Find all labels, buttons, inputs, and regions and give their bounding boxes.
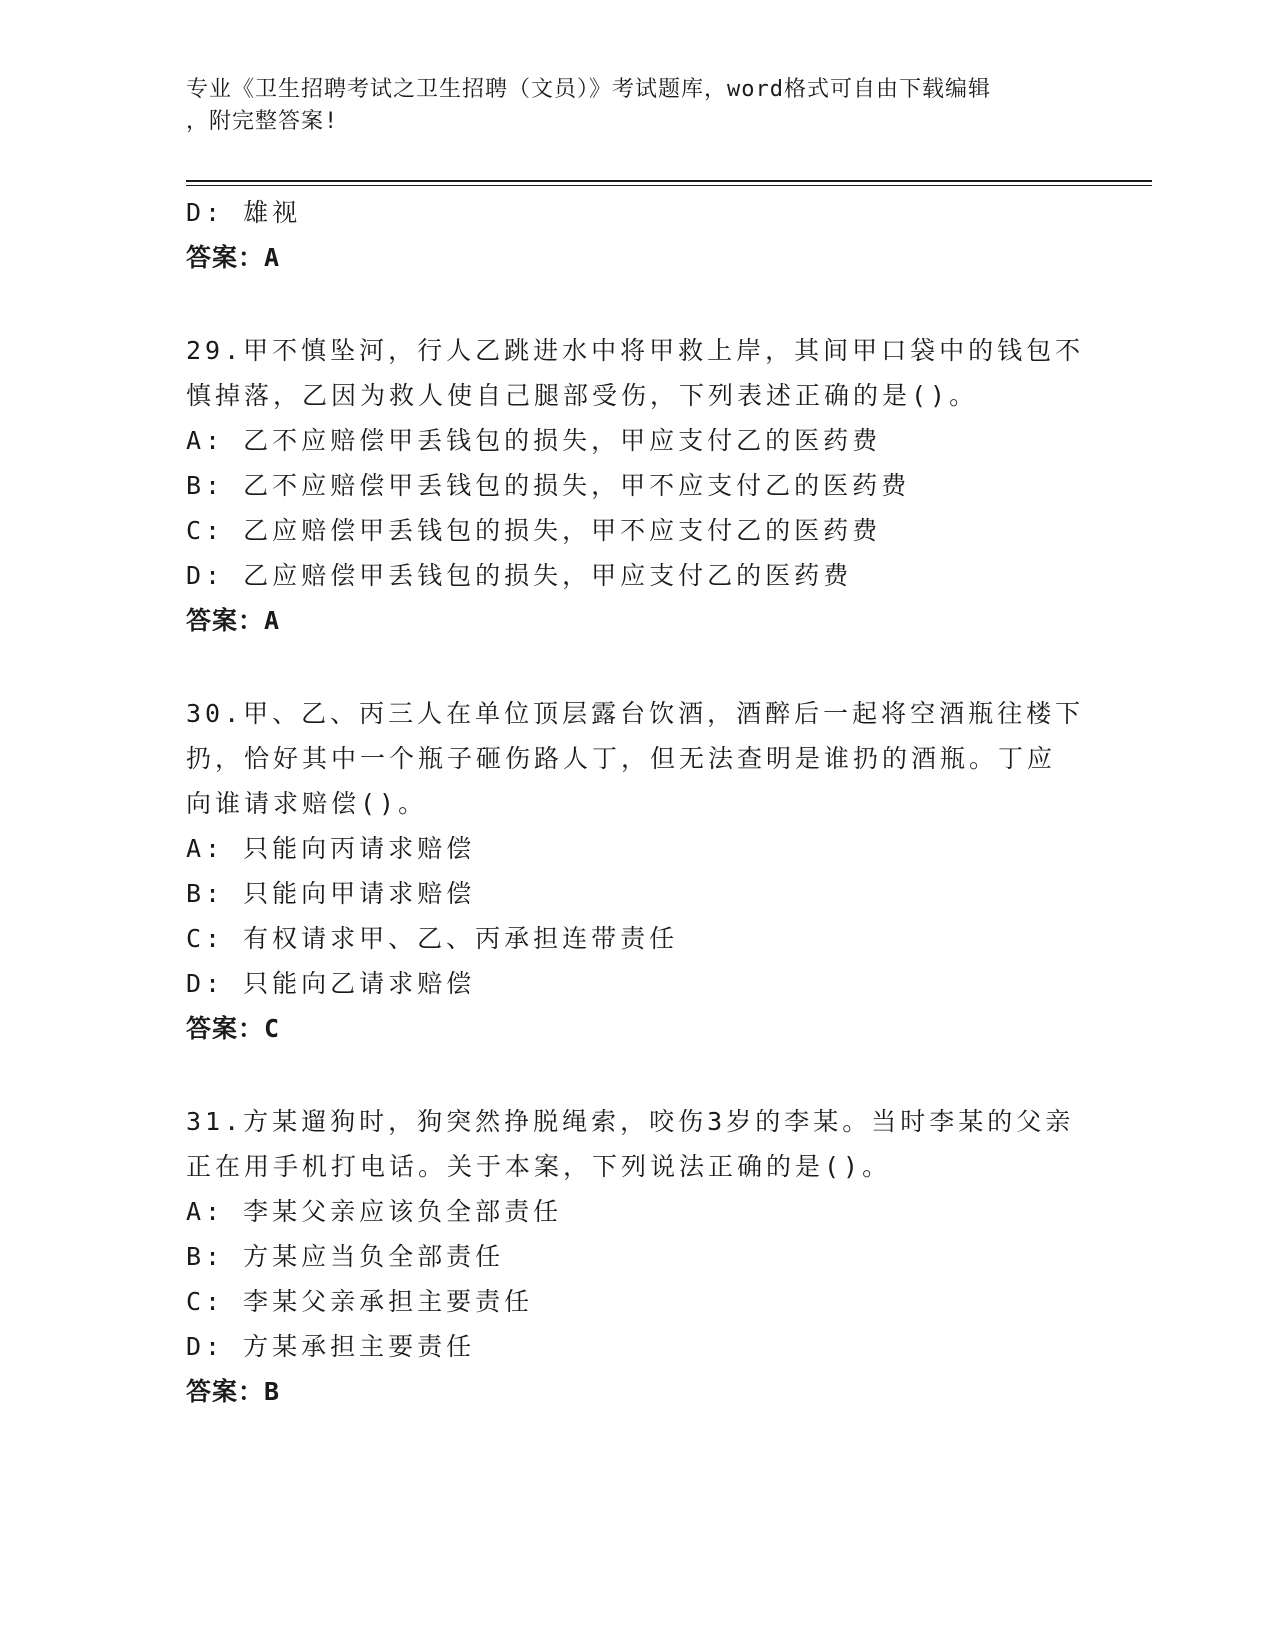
prev-answer: 答案：A [186,243,281,272]
header-rule-thin [186,185,1152,186]
option-d: D: 只能向乙请求赔偿 [186,969,476,998]
answer: 答案：A [186,606,281,635]
question-31 [186,1099,1086,1414]
answer: 答案：C [186,1014,281,1043]
question-stem: 正在用手机打电话。关于本案，下列说法正确的是()。 [186,1152,892,1181]
option-a: A: 只能向丙请求赔偿 [186,834,476,863]
question-list [186,190,1086,1414]
option-d: D: 方某承担主要责任 [186,1332,476,1361]
option-c: C: 李某父亲承担主要责任 [186,1287,534,1316]
option-b: B: 方某应当负全部责任 [186,1242,505,1271]
question-stem: 向谁请求赔偿()。 [186,789,428,818]
option-c: C: 有权请求甲、乙、丙承担连带责任 [186,924,679,953]
question-stem: 29.甲不慎坠河，行人乙跳进水中将甲救上岸，其间甲口袋中的钱包不 [186,336,1085,365]
question-stem: 31.方某遛狗时，狗突然挣脱绳索，咬伤3岁的李某。当时李某的父亲 [186,1107,1075,1136]
option-a: A: 李某父亲应该负全部责任 [186,1197,563,1226]
option-d: D: 乙应赔偿甲丢钱包的损失，甲应支付乙的医药费 [186,561,853,590]
question-stem: 慎掉落，乙因为救人使自己腿部受伤，下列表述正确的是()。 [186,381,979,410]
question-30 [186,691,1086,1051]
option-b: B: 乙不应赔偿甲丢钱包的损失，甲不应支付乙的医药费 [186,471,911,500]
question-stem: 扔，恰好其中一个瓶子砸伤路人丁，但无法查明是谁扔的酒瓶。丁应 [186,744,1057,773]
option-b: B: 只能向甲请求赔偿 [186,879,476,908]
answer: 答案：B [186,1377,281,1406]
document-header [186,74,1066,138]
question-29 [186,328,1086,643]
header-rule-thick [186,180,1152,182]
header-line-2: ，附完整答案! [186,109,339,134]
option-c: C: 乙应赔偿甲丢钱包的损失，甲不应支付乙的医药费 [186,516,882,545]
header-line-1: 专业《卫生招聘考试之卫生招聘（文员）》考试题库，word格式可自由下载编辑 [186,77,991,102]
question-stem: 30.甲、乙、丙三人在单位顶层露台饮酒，酒醉后一起将空酒瓶往楼下 [186,699,1085,728]
prev-option-d: D: 雄视 [186,198,302,227]
option-a: A: 乙不应赔偿甲丢钱包的损失，甲应支付乙的医药费 [186,426,882,455]
